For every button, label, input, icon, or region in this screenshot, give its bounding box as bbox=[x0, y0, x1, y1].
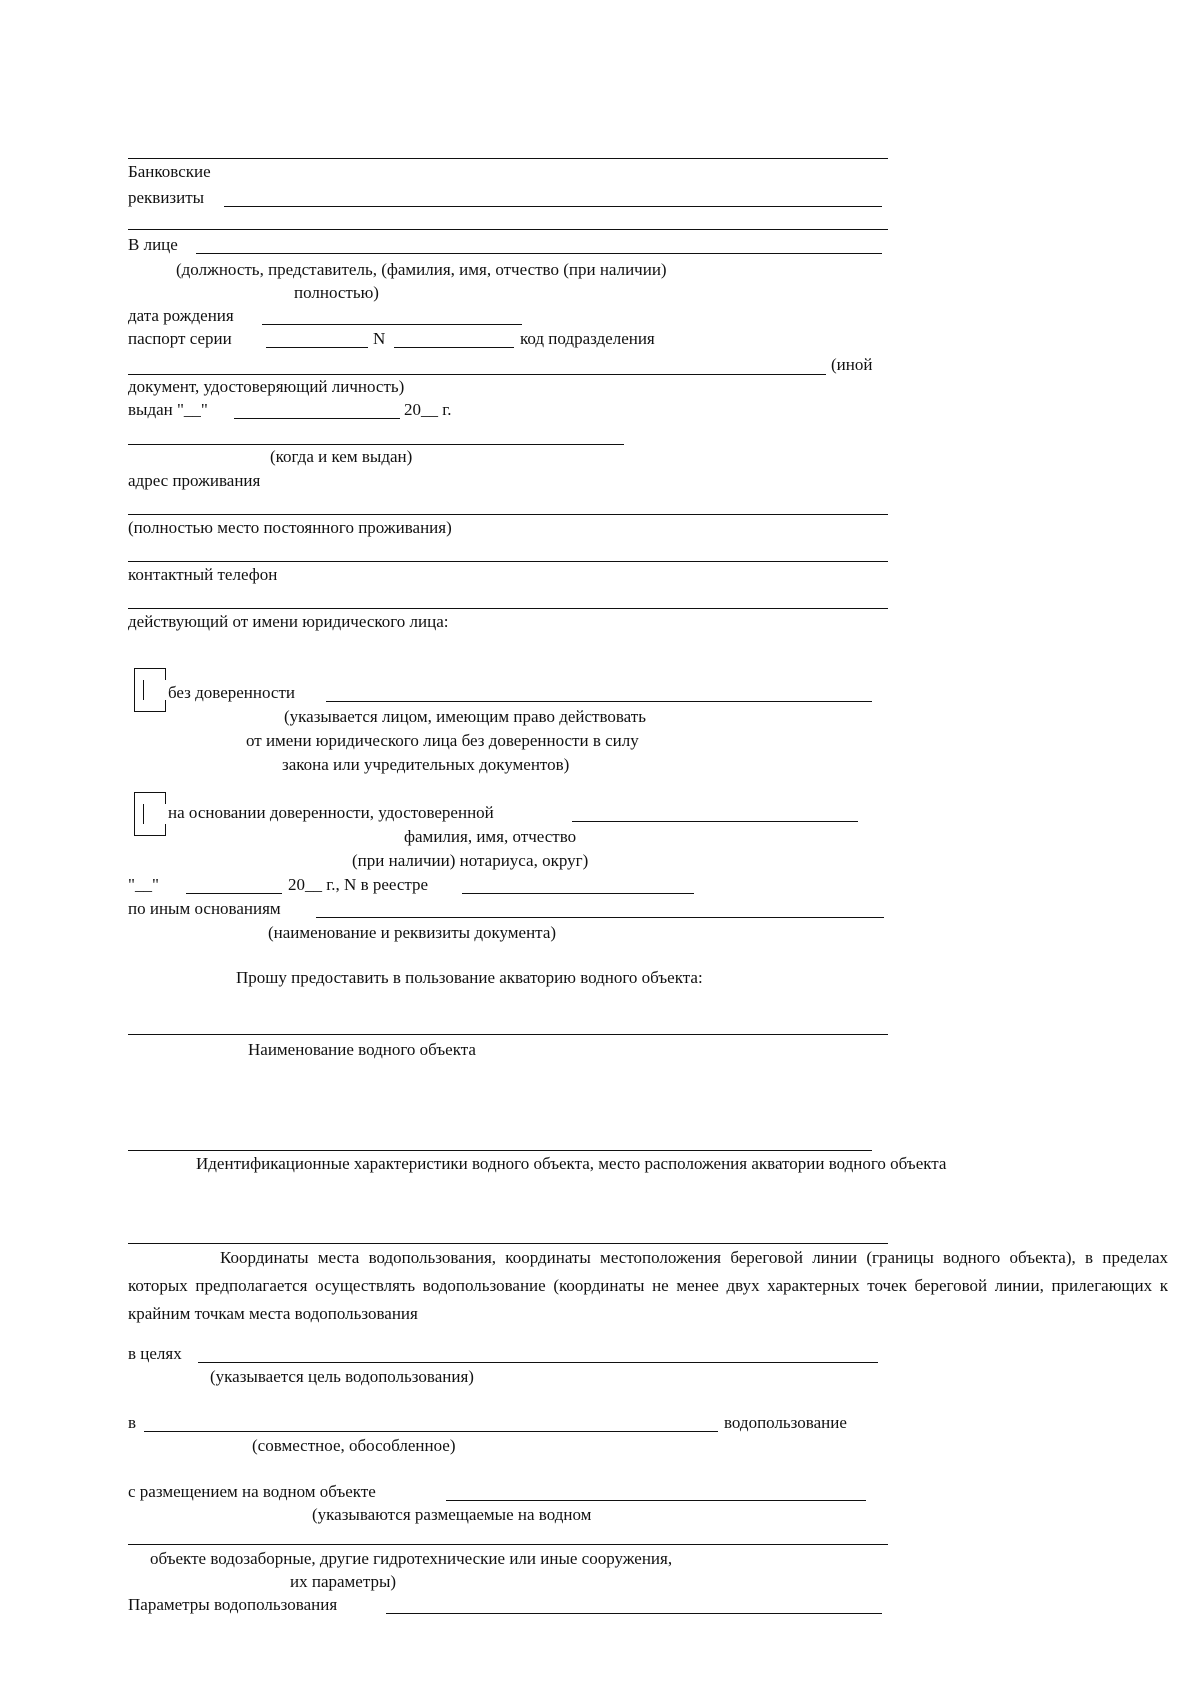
placement-field-2[interactable] bbox=[128, 1544, 888, 1545]
in-person-field[interactable] bbox=[196, 253, 882, 254]
other-grounds-label: по иным основаниям bbox=[128, 899, 281, 918]
passport-series-field[interactable] bbox=[266, 347, 368, 348]
poa-date-field[interactable] bbox=[186, 893, 282, 894]
in-person-hint: (должность, представитель, (фамилия, имя, отчество (при наличии) bbox=[176, 260, 667, 279]
phone-field[interactable] bbox=[128, 608, 888, 609]
params-field[interactable] bbox=[386, 1613, 882, 1614]
passport-series-label: паспорт серии bbox=[128, 329, 232, 348]
no-poa-hint-2: от имени юридического лица без доверенности в силу bbox=[246, 731, 639, 750]
top-line bbox=[128, 158, 888, 159]
purpose-field[interactable] bbox=[198, 1362, 878, 1363]
address-label: адрес проживания bbox=[128, 471, 261, 490]
address-field[interactable] bbox=[128, 514, 888, 515]
ident-label: Идентификационные характеристики водного объекта, место расположения акватории водного объекта bbox=[196, 1154, 947, 1173]
purpose-label: в целях bbox=[128, 1344, 182, 1363]
placement-hint: (указываются размещаемые на водном bbox=[312, 1505, 592, 1524]
params-label: Параметры водопользования bbox=[128, 1595, 338, 1614]
placement-label: с размещением на водном объекте bbox=[128, 1482, 376, 1501]
no-poa-checkbox[interactable] bbox=[134, 668, 166, 712]
division-code-label: код подразделения bbox=[520, 329, 655, 348]
address-field-2[interactable] bbox=[128, 561, 888, 562]
address-hint: (полностью место постоянного проживания) bbox=[128, 518, 452, 537]
poa-date-label: "__" bbox=[128, 875, 159, 894]
poa-hint-2: (при наличии) нотариуса, округ) bbox=[352, 851, 589, 870]
passport-number-field[interactable] bbox=[394, 347, 514, 348]
poa-hint: фамилия, имя, отчество bbox=[404, 827, 577, 846]
no-poa-field[interactable] bbox=[326, 701, 872, 702]
other-doc-label-2: документ, удостоверяющий личность) bbox=[128, 377, 405, 396]
phone-label: контактный телефон bbox=[128, 565, 278, 584]
issued-label: выдан "__" bbox=[128, 400, 208, 419]
ident-field[interactable] bbox=[128, 1150, 872, 1151]
no-poa-hint: (указывается лицом, имеющим право действовать bbox=[284, 707, 646, 726]
in-person-hint-2: полностью) bbox=[294, 283, 379, 302]
other-doc-label: (иной bbox=[831, 355, 873, 374]
water-name-field[interactable] bbox=[128, 1034, 888, 1035]
in-person-label: В лице bbox=[128, 235, 178, 254]
poa-checkbox[interactable] bbox=[134, 792, 166, 836]
passport-number-label: N bbox=[373, 329, 386, 348]
coords-text: Координаты места водопользования, координаты местоположения береговой линии (границы водного объекта), в пределах которых предполагается осуществлять водопользование (координаты не менее двух характерных точек береговой линии, прилегающих к крайним точкам места водопользования bbox=[128, 1248, 1168, 1323]
no-poa-label: без доверенности bbox=[168, 683, 296, 702]
issued-hint: (когда и кем выдан) bbox=[270, 447, 413, 466]
bank-label: Банковские bbox=[128, 162, 211, 181]
usage-prefix: в bbox=[128, 1413, 137, 1432]
division-code-field[interactable] bbox=[128, 374, 826, 375]
birth-date-label: дата рождения bbox=[128, 306, 234, 325]
placement-hint-3: их параметры) bbox=[290, 1572, 397, 1591]
birth-date-field[interactable] bbox=[262, 324, 522, 325]
other-grounds-field[interactable] bbox=[316, 917, 884, 918]
poa-registry-field[interactable] bbox=[462, 893, 694, 894]
issued-year-label: 20__ г. bbox=[404, 400, 452, 419]
issued-date-field[interactable] bbox=[234, 418, 400, 419]
poa-label: на основании доверенности, удостоверенной bbox=[168, 803, 494, 822]
issued-by-field[interactable] bbox=[128, 444, 624, 445]
acting-label: действующий от имени юридического лица: bbox=[128, 612, 449, 631]
placement-hint-2: объекте водозаборные, другие гидротехнические или иные сооружения, bbox=[150, 1549, 673, 1568]
placement-field[interactable] bbox=[446, 1500, 866, 1501]
poa-registry-label: 20__ г., N в реестре bbox=[288, 875, 429, 894]
bank-details-field[interactable] bbox=[224, 206, 882, 207]
request-text: Прошу предоставить в пользование акваторию водного объекта: bbox=[236, 968, 703, 987]
no-poa-hint-3: закона или учредительных документов) bbox=[282, 755, 570, 774]
purpose-hint: (указывается цель водопользования) bbox=[210, 1367, 474, 1386]
bank-label-2: реквизиты bbox=[128, 188, 205, 207]
usage-hint: (совместное, обособленное) bbox=[252, 1436, 456, 1455]
poa-field[interactable] bbox=[572, 821, 858, 822]
other-grounds-hint: (наименование и реквизиты документа) bbox=[268, 923, 557, 942]
usage-type-field[interactable] bbox=[144, 1431, 718, 1432]
usage-label: водопользование bbox=[724, 1413, 847, 1432]
water-name-label: Наименование водного объекта bbox=[248, 1040, 476, 1059]
bank-details-field-2[interactable] bbox=[128, 229, 888, 230]
